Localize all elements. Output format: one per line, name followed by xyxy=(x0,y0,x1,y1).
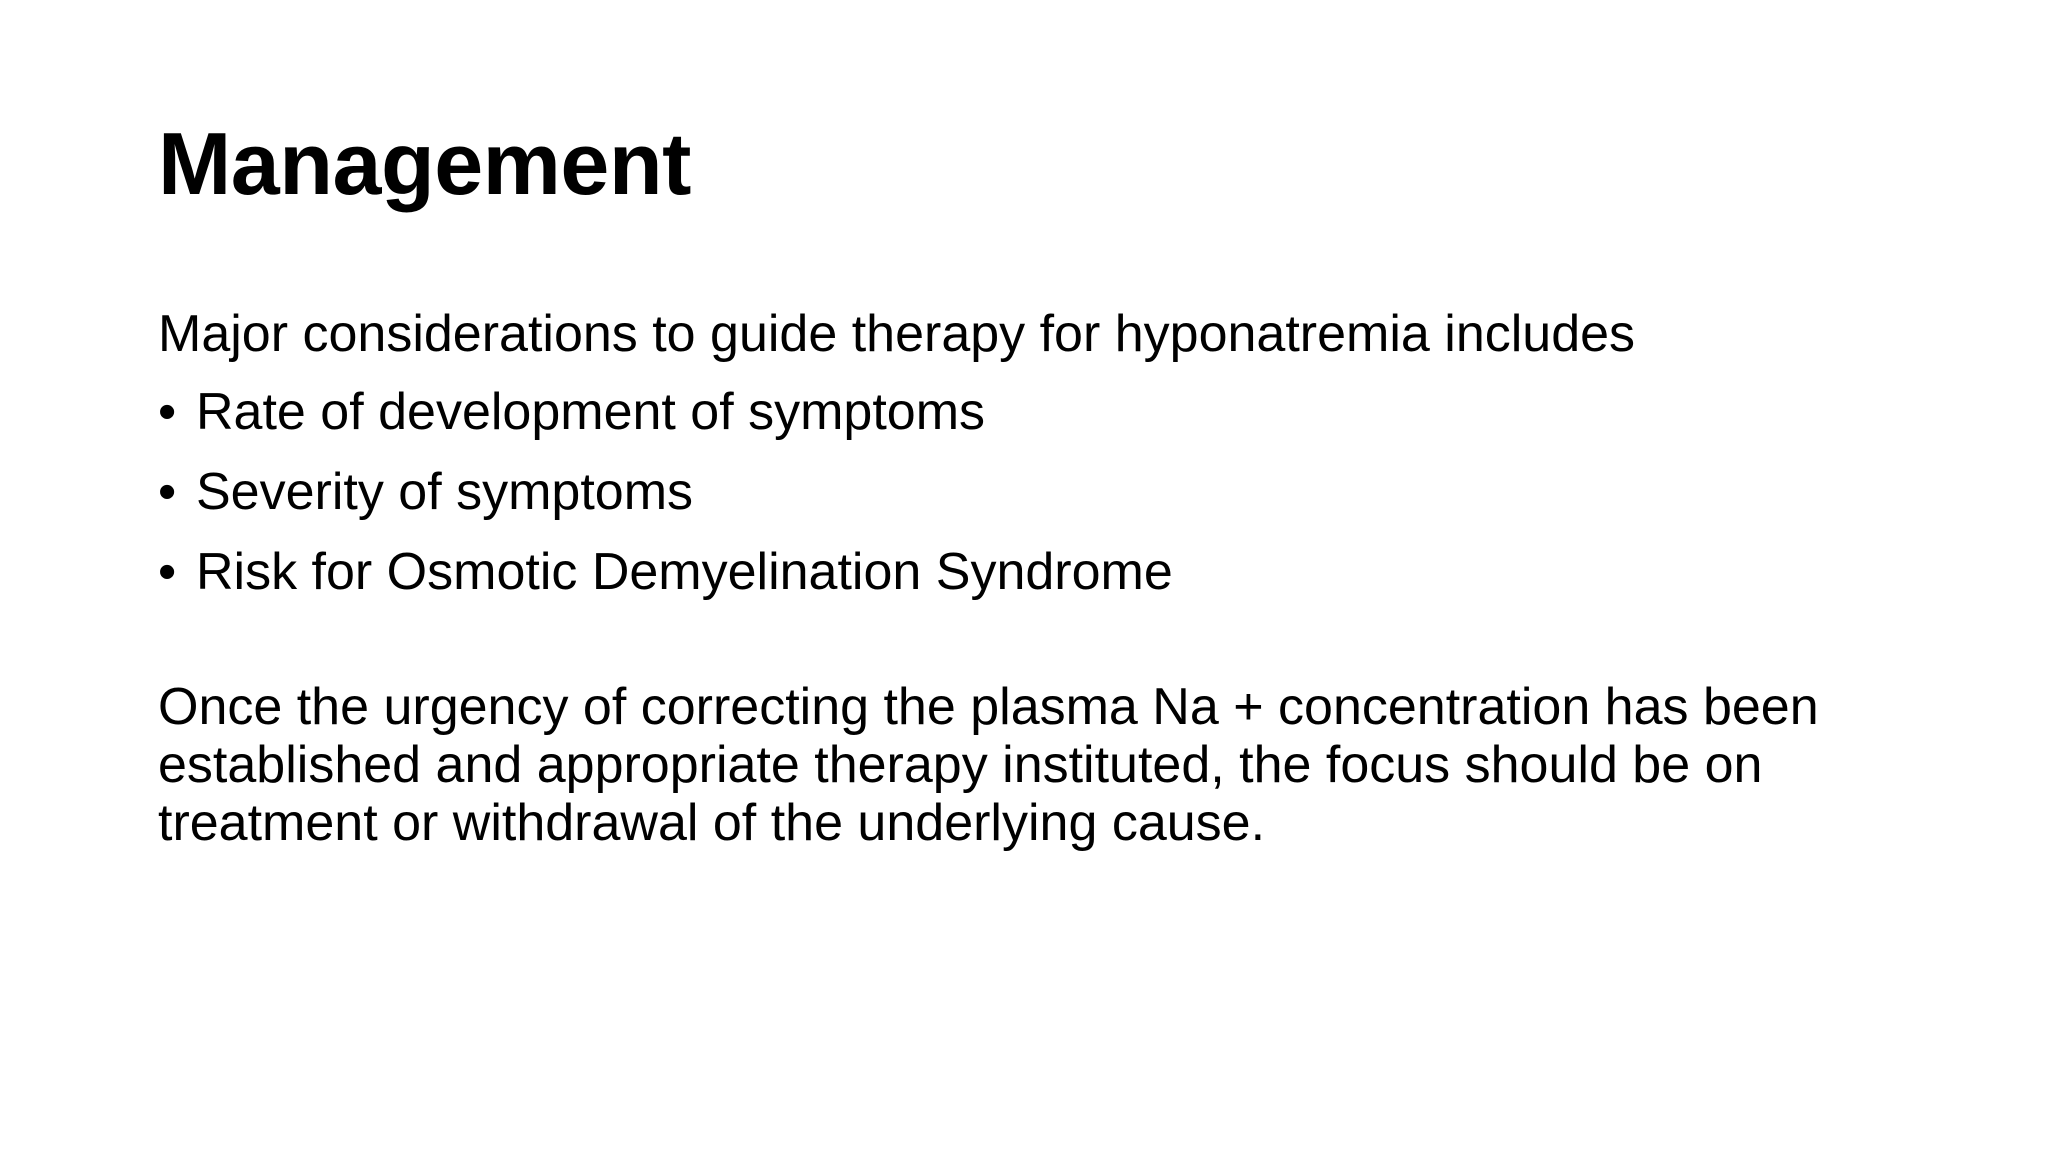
bullet-item xyxy=(158,543,1918,601)
bullet-icon: • xyxy=(158,463,177,521)
intro-text: Major considerations to guide therapy for hyponatremia includes xyxy=(158,305,1636,363)
slide-body xyxy=(158,305,1918,853)
bullet-list xyxy=(158,383,1918,601)
bullet-text: Risk for Osmotic Demyelination Syndrome xyxy=(196,543,1173,601)
bullet-item xyxy=(158,383,1918,441)
bullet-text: Rate of development of symptoms xyxy=(196,383,986,441)
bullet-item xyxy=(158,463,1918,521)
bullet-icon: • xyxy=(158,543,177,601)
bullet-text: Severity of symptoms xyxy=(196,463,694,521)
closing-paragraph: Once the urgency of correcting the plasma Na + concentration has been established and appropriate therapy instituted, the focus should be on treatment or withdrawal of the underlying cause. xyxy=(158,678,1819,853)
bullet-icon: • xyxy=(158,383,177,441)
slide-title: Management xyxy=(158,114,691,213)
